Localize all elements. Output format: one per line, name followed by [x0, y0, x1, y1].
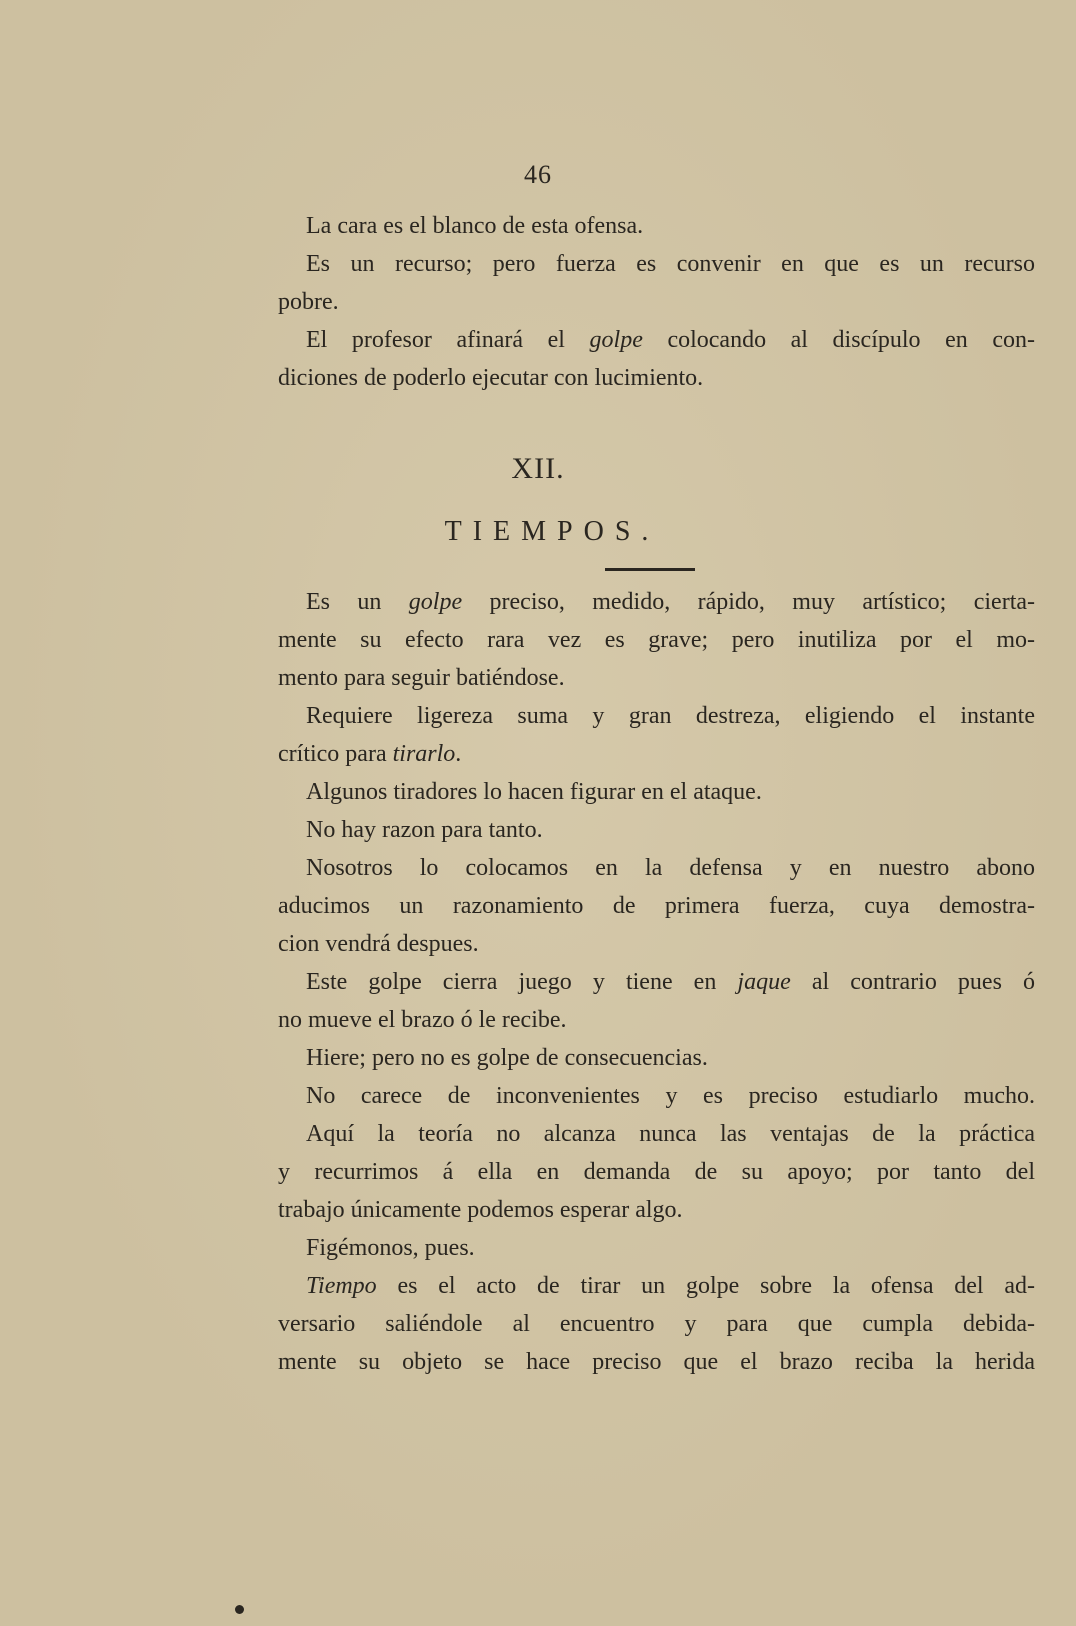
- text-line: [278, 1001, 1035, 1039]
- text-run: colocando al discípulo en con-: [642, 327, 1035, 353]
- text-line: [278, 321, 1035, 359]
- text-run: No carece de inconvenientes y es preciso estudiarlo mucho.: [306, 1083, 1035, 1109]
- title-rule: [605, 568, 695, 571]
- italic-word: jaque: [737, 969, 791, 995]
- text-run: diciones de poderlo ejecutar con lucimiento.: [278, 365, 704, 391]
- text-run: Es un recurso; pero fuerza es convenir en que es un recurso: [306, 251, 1035, 277]
- text-line: [278, 1039, 1035, 1077]
- text-run: mente su efecto rara vez es grave; pero inutiliza por el mo-: [278, 627, 1035, 653]
- text-line: [278, 583, 1035, 621]
- text-run: al contrario pues ó: [790, 969, 1035, 995]
- intro-paragraphs: [278, 207, 1035, 397]
- text-line: [278, 963, 1035, 1001]
- text-line: [278, 811, 1035, 849]
- italic-word: Tiempo: [306, 1273, 377, 1299]
- italic-word: golpe: [589, 327, 643, 353]
- text-run: mente su objeto se hace preciso que el brazo reciba la herida: [278, 1349, 1035, 1375]
- text-run: La cara es el blanco de esta ofensa.: [306, 213, 644, 239]
- text-line: [278, 697, 1035, 735]
- ink-spot: [235, 1605, 244, 1614]
- text-line: [278, 659, 1035, 697]
- text-line: [278, 207, 1035, 245]
- text-run: El profesor afinará el: [306, 327, 590, 353]
- italic-word: tirarlo: [392, 741, 456, 767]
- text-line: [278, 1229, 1035, 1267]
- text-run: mento para seguir batiéndose.: [278, 665, 565, 691]
- text-run: Requiere ligereza suma y gran destreza, eligiendo el instante: [306, 703, 1035, 729]
- text-run: Algunos tiradores lo hacen figurar en el ataque.: [306, 779, 762, 805]
- text-line: [278, 621, 1035, 659]
- text-line: [278, 1191, 1035, 1229]
- text-run: es el acto de tirar un golpe sobre la ofensa del ad-: [376, 1273, 1035, 1299]
- section-title: TIEMPOS.: [444, 516, 660, 547]
- text-run: Hiere; pero no es golpe de consecuencias.: [306, 1045, 708, 1071]
- text-line: [278, 773, 1035, 811]
- text-line: [278, 283, 1035, 321]
- page-number: 46: [524, 160, 552, 189]
- text-line: [278, 1305, 1035, 1343]
- text-run: preciso, medido, rápido, muy artístico; cierta-: [462, 589, 1036, 615]
- text-line: [278, 1343, 1035, 1381]
- text-line: [278, 1115, 1035, 1153]
- text-run: y recurrimos á ella en demanda de su apoyo; por tanto del: [278, 1159, 1035, 1185]
- text-line: [278, 1153, 1035, 1191]
- section-number: XII.: [511, 452, 565, 485]
- text-run: pobre.: [278, 289, 339, 315]
- text-run: aducimos un razonamiento de primera fuerza, cuya demostra-: [278, 893, 1035, 919]
- text-run: no mueve el brazo ó le recibe.: [278, 1007, 567, 1033]
- text-run: versario saliéndole al encuentro y para que cumpla debida-: [278, 1311, 1035, 1337]
- italic-word: golpe: [408, 589, 463, 615]
- text-line: [278, 245, 1035, 283]
- text-line: [278, 1267, 1035, 1305]
- text-line: [278, 359, 1035, 397]
- text-line: [278, 1077, 1035, 1115]
- text-run: Figémonos, pues.: [306, 1235, 475, 1261]
- text-line: [278, 887, 1035, 925]
- text-line: [278, 735, 1035, 773]
- text-run: Es un: [306, 589, 409, 615]
- text-run: Aquí la teoría no alcanza nunca las ventajas de la práctica: [306, 1121, 1035, 1147]
- text-run: .: [455, 741, 462, 767]
- text-run: Este golpe cierra juego y tiene en: [306, 969, 738, 995]
- text-run: crítico para: [278, 741, 393, 767]
- text-run: cion vendrá despues.: [278, 931, 479, 957]
- text-run: No hay razon para tanto.: [306, 817, 543, 843]
- text-run: Nosotros lo colocamos en la defensa y en nuestro abono: [306, 855, 1035, 881]
- text-line: [278, 849, 1035, 887]
- body-paragraphs: [278, 583, 1035, 1381]
- text-line: [278, 925, 1035, 963]
- text-run: trabajo únicamente podemos esperar algo.: [278, 1197, 683, 1223]
